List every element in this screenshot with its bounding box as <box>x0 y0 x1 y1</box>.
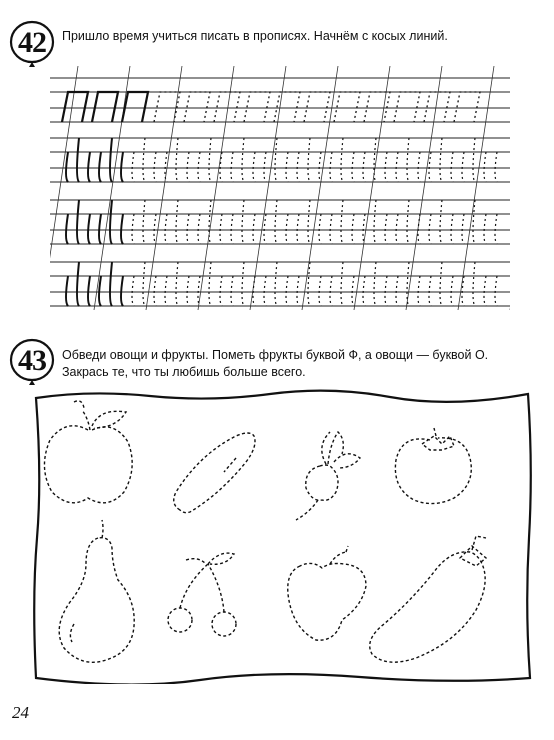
exercise-42-badge <box>8 20 56 68</box>
pattern-solid <box>62 92 148 122</box>
instruction-line: Закрась те, что ты любишь больше всего. <box>62 365 306 379</box>
ruled-lines <box>50 78 510 306</box>
slant-line <box>50 66 78 310</box>
wavy-frame <box>34 391 531 684</box>
pattern-solid <box>66 138 123 182</box>
instruction-line: Обведи овощи и фрукты. Пометь фрукты буквой Ф, а овощи — буквой О. <box>62 348 489 362</box>
handwriting-practice-grid <box>50 66 510 310</box>
exercise-42-instruction <box>62 28 532 45</box>
exercise-43-instruction <box>62 347 542 381</box>
exercise-number: 43 <box>18 344 46 377</box>
slant-line <box>302 66 338 310</box>
instruction-line: Пришло время учиться писать в прописях. Начнём с косых линий. <box>62 29 448 43</box>
pattern-dashed <box>132 138 497 182</box>
tracing-area <box>30 388 534 684</box>
slant-line <box>94 66 130 310</box>
pattern-solid <box>66 200 123 244</box>
slant-line <box>406 66 442 310</box>
pattern-solid <box>66 262 123 306</box>
exercise-43-badge <box>8 338 56 386</box>
slant-line <box>458 66 494 310</box>
pattern-dashed <box>154 92 480 122</box>
pattern-dashed <box>132 262 497 306</box>
page-number: 24 <box>12 703 29 722</box>
slant-line <box>198 66 234 310</box>
tracing-patterns <box>62 92 497 306</box>
slant-line <box>354 66 390 310</box>
exercise-number: 42 <box>18 26 46 59</box>
pattern-dashed <box>132 200 497 244</box>
